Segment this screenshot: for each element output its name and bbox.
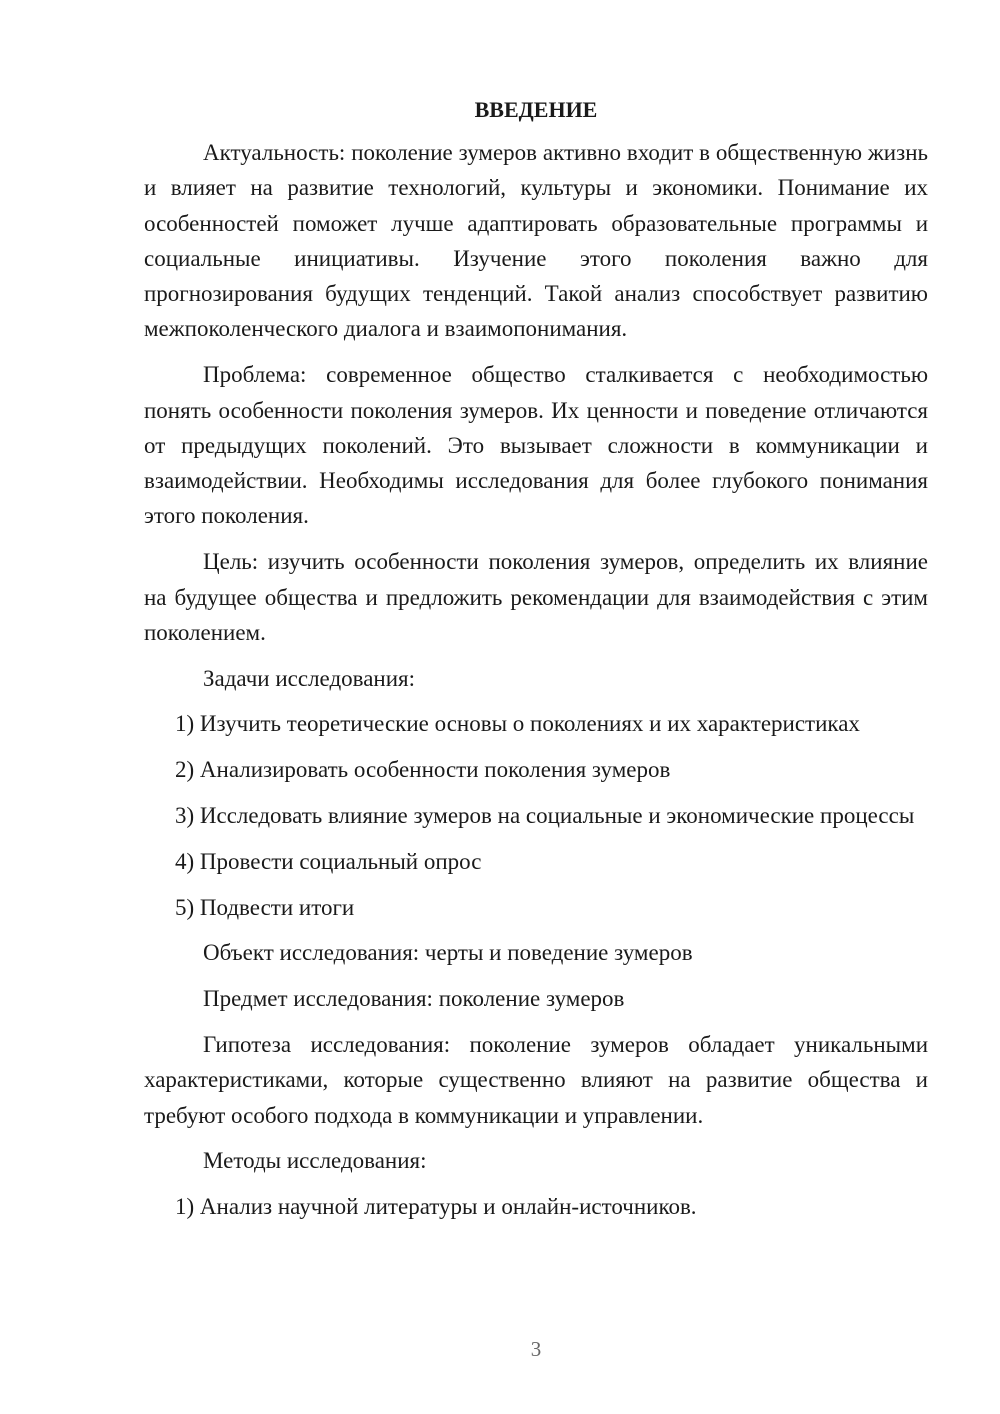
page-number: 3 — [530, 1337, 542, 1361]
page-content — [144, 92, 928, 1225]
page-title: ВВЕДЕНИЕ — [474, 97, 598, 122]
task-item-5: 5) Подвести итоги — [175, 894, 355, 920]
research-subject: Предмет исследования: поколение зумеров — [203, 986, 625, 1012]
research-hypothesis: Гипотеза исследования: поколение зумеров обладает уникальными характеристиками, которые существенно влияют на развитие общества и требуют особого подхода в коммуникации и управлении. — [144, 1032, 928, 1128]
method-item-1: 1) Анализ научной литературы и онлайн-источников. — [175, 1194, 697, 1220]
paragraph-relevance: Актуальность: поколение зумеров активно входит в общественную жизнь и влияет на развитие технологий, культуры и экономики. Понимание их особенностей поможет лучше адаптировать образовательные программы и социальные инициативы. Изучение этого поколения важно для прогнозирования будущих тенденций. Такой анализ способствует развитию межпоколенческого диалога и взаимопонимания. — [144, 140, 928, 342]
research-object: Объект исследования: черты и поведение зумеров — [203, 940, 693, 966]
paragraph-goal: Цель: изучить особенности поколения зумеров, определить их влияние на будущее общества и предложить рекомендации для взаимодействия с этим поколением. — [144, 549, 928, 645]
task-item-1: 1) Изучить теоретические основы о поколениях и их характеристиках — [175, 711, 860, 737]
methods-heading: Методы исследования: — [203, 1148, 427, 1174]
paragraph-problem: Проблема: современное общество сталкивается с необходимостью понять особенности поколения зумеров. Их ценности и поведение отличаются от предыдущих поколений. Это вызывает сложности в коммуникации и взаимодействии. Необходимы исследования для более глубокого понимания этого поколения. — [144, 362, 928, 529]
task-item-2: 2) Анализировать особенности поколения зумеров — [175, 757, 671, 783]
task-item-4: 4) Провести социальный опрос — [175, 848, 482, 874]
task-item-3: 3) Исследовать влияние зумеров на социальные и экономические процессы — [175, 803, 915, 829]
tasks-heading: Задачи исследования: — [203, 665, 416, 691]
